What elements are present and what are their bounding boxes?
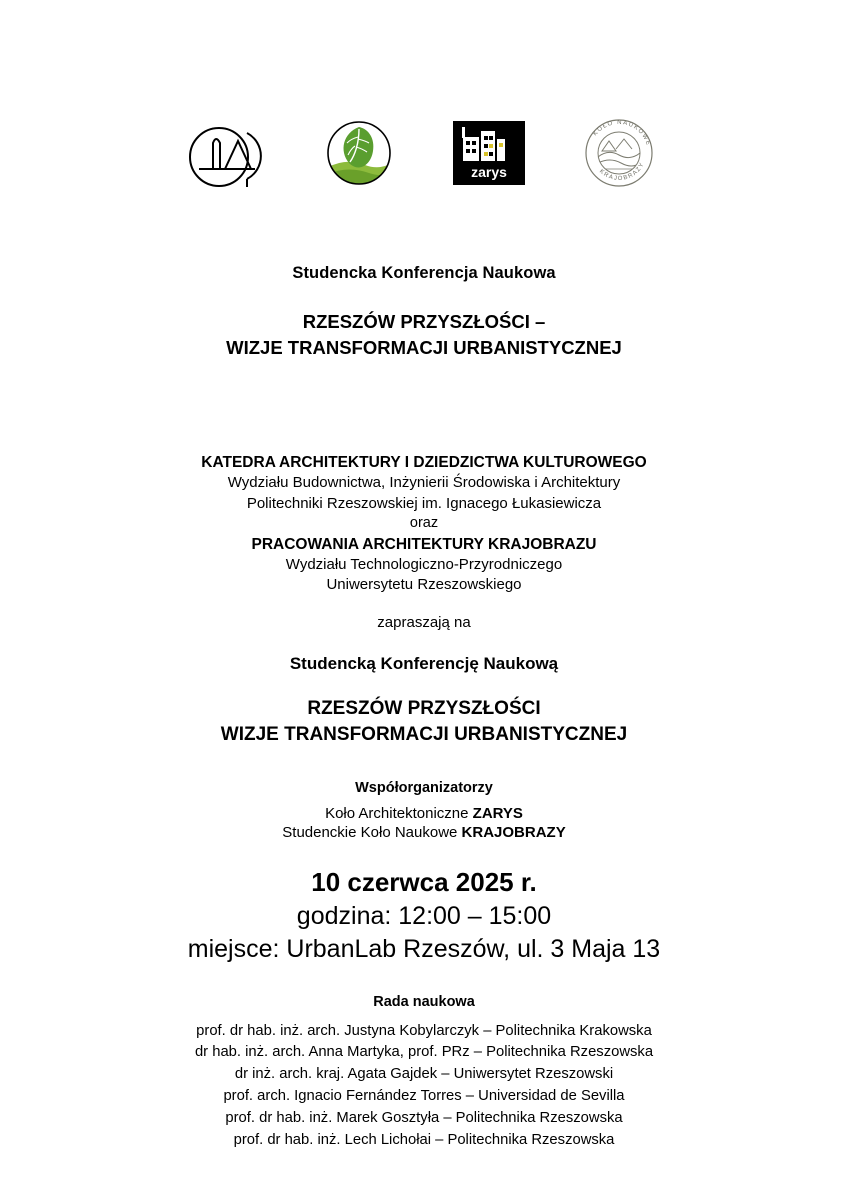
- council-member: prof. dr hab. inż. arch. Justyna Kobylarczyk – Politechnika Krakowska: [196, 1022, 652, 1039]
- organizer-unit-1-name: KATEDRA ARCHITEKTURY I DZIEDZICTWA KULTUROWEGO: [201, 454, 647, 472]
- event-place: miejsce: UrbanLab Rzeszów, ul. 3 Maja 13: [187, 934, 661, 963]
- scientific-council-heading: Rada naukowa: [373, 993, 475, 1010]
- seal-top-text: KOŁO NAUKOWE: [592, 119, 652, 148]
- page-title-line2: WIZJE TRANSFORMACJI URBANISTYCZNEJ: [226, 336, 622, 358]
- zarys-icon: [449, 117, 529, 189]
- invitation-text: zapraszają na: [377, 614, 471, 632]
- landscape-leaf-icon: [315, 113, 403, 193]
- organizer-unit-2-line-2: Uniwersytetu Rzeszowskiego: [326, 576, 522, 594]
- logo-row: [0, 0, 848, 194]
- conference-kicker: Studencka Konferencja Naukowa: [292, 264, 556, 282]
- event-title: [0, 696, 848, 748]
- zarys-wordmark: zarys: [471, 164, 507, 180]
- organizers-block: [0, 452, 848, 634]
- event-date: 10 czerwca 2025 r.: [311, 866, 537, 897]
- event-title-line1: RZESZÓW PRZYSZŁOŚCI: [307, 697, 541, 719]
- council-member: dr inż. arch. kraj. Agata Gajdek – Uniwersytet Rzeszowski: [234, 1066, 614, 1083]
- page-title-line1: RZESZÓW PRZYSZŁOŚCI –: [302, 311, 546, 332]
- page-title: [0, 309, 848, 360]
- organizer-conjunction: oraz: [409, 514, 439, 531]
- seal-bottom-text: KRAJOBRAZY: [597, 161, 646, 183]
- katedra-architektury-icon: [183, 113, 275, 193]
- council-member: prof. arch. Ignacio Fernández Torres – Universidad de Sevilla: [223, 1088, 625, 1105]
- council-member: prof. dr hab. inż. Marek Gosztyła – Politechnika Rzeszowska: [225, 1110, 623, 1127]
- organizer-unit-2-line-1: Wydziału Technologiczno-Przyrodniczego: [285, 555, 563, 573]
- event-block: [0, 654, 848, 748]
- logo-zarys: [441, 112, 537, 194]
- coorganizer-item-1: [0, 805, 848, 822]
- organizer-unit-1-line-2: Politechniki Rzeszowskiej im. Ignacego Łukasiewicza: [246, 494, 602, 512]
- event-time: godzina: 12:00 – 15:00: [296, 901, 552, 930]
- organizer-unit-2-name: PRACOWANIA ARCHITEKTURY KRAJOBRAZU: [251, 535, 597, 553]
- event-details-block: [0, 867, 848, 964]
- organizer-unit-1-line-1: Wydziału Budownictwa, Inżynierii Środowiska i Architektury: [227, 474, 621, 492]
- logo-kolo-naukowe-krajobrazy: [571, 112, 667, 194]
- coorganizer-item-1-name: ZARYS: [472, 804, 523, 822]
- logo-pracownia-architektury-krajobrazu: [311, 112, 407, 194]
- scientific-council-list: [0, 1021, 848, 1152]
- event-title-line2: WIZJE TRANSFORMACJI URBANISTYCZNEJ: [220, 723, 628, 745]
- coorganizer-item-2: [0, 824, 848, 841]
- coorganizer-item-1-prefix: Koło Architektoniczne: [325, 804, 473, 822]
- coorganizers-block: [0, 780, 848, 841]
- krajobrazy-seal-icon: [576, 113, 662, 193]
- council-member: prof. dr hab. inż. Lech Lichołai – Politechnika Rzeszowska: [233, 1131, 615, 1148]
- coorganizer-item-2-prefix: Studenckie Koło Naukowe: [282, 823, 462, 841]
- coorganizer-item-2-name: KRAJOBRAZY: [461, 823, 566, 841]
- event-kind: Studencką Konferencję Naukową: [289, 653, 559, 673]
- coorganizers-heading: Współorganizatorzy: [355, 779, 493, 796]
- header-block: [0, 264, 848, 360]
- logo-katedra-architektury: [181, 112, 277, 194]
- scientific-council-block: [0, 994, 848, 1152]
- council-member: dr hab. inż. arch. Anna Martyka, prof. PRz – Politechnika Rzeszowska: [194, 1044, 654, 1061]
